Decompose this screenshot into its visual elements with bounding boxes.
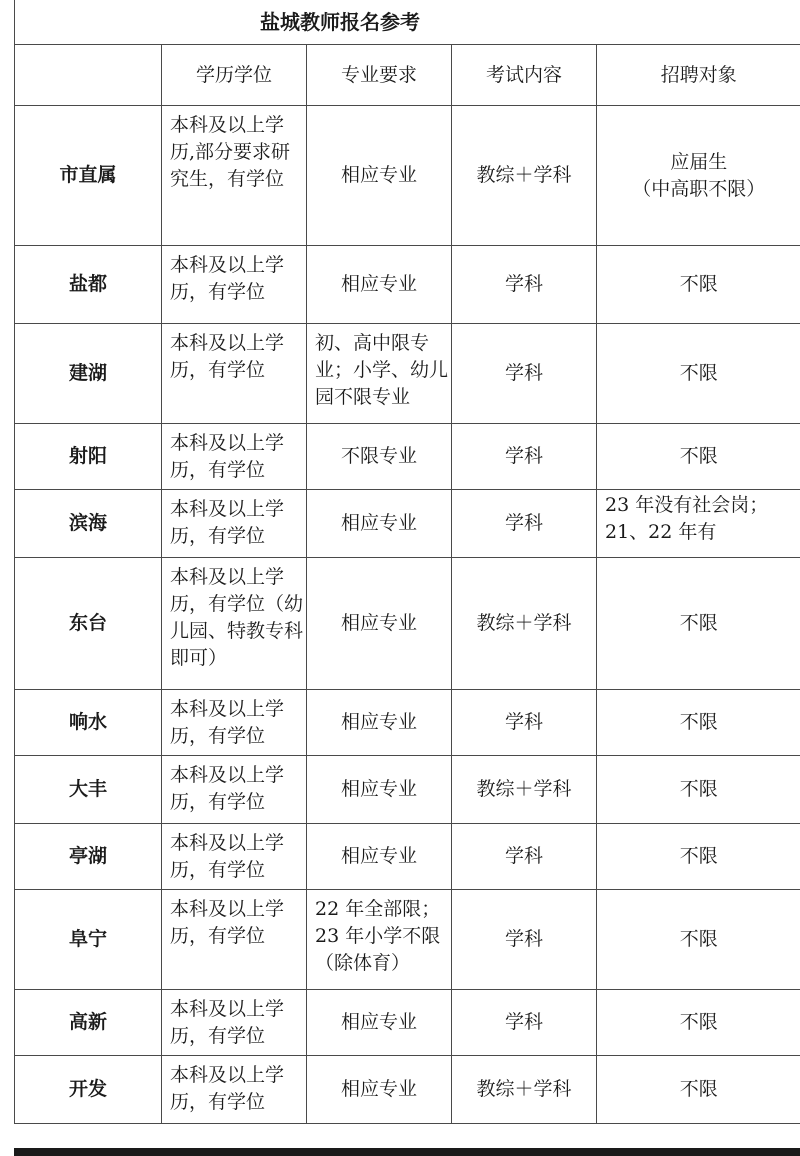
major-cell bbox=[307, 690, 452, 756]
education-line: 本科及以上学 bbox=[170, 1064, 285, 1086]
education-line: 本科及以上学 bbox=[170, 254, 285, 276]
major-cell bbox=[307, 824, 452, 890]
table-row bbox=[15, 990, 800, 1056]
target-line: 不限 bbox=[679, 362, 718, 384]
major-line: 业；小学、幼儿 bbox=[315, 359, 449, 381]
exam-label: 学科 bbox=[504, 928, 543, 950]
education-line: 历，有学位 bbox=[170, 525, 266, 547]
major-cell bbox=[307, 246, 452, 324]
region-cell bbox=[15, 690, 162, 756]
education-line: 本科及以上学 bbox=[170, 566, 285, 588]
education-line: 本科及以上学 bbox=[170, 332, 285, 354]
major-line: （除体育） bbox=[315, 952, 411, 974]
major-cell bbox=[307, 424, 452, 490]
region-cell bbox=[15, 558, 162, 690]
education-line: 历，有学位（幼 bbox=[170, 593, 304, 615]
region-label: 滨海 bbox=[68, 512, 107, 534]
education-line: 本科及以上学 bbox=[170, 998, 285, 1020]
education-line: 历，有学位 bbox=[170, 791, 266, 813]
exam-cell bbox=[452, 1056, 597, 1124]
exam-label: 教综＋学科 bbox=[476, 1078, 572, 1100]
exam-label: 教综＋学科 bbox=[476, 164, 572, 186]
major-cell bbox=[307, 490, 452, 558]
table-row bbox=[15, 1056, 800, 1124]
education-cell bbox=[162, 246, 307, 324]
header-region bbox=[15, 45, 162, 106]
document-sheet bbox=[14, 0, 800, 1156]
table-row bbox=[15, 324, 800, 424]
header-education: 学历学位 bbox=[162, 45, 307, 106]
education-line: 历，有学位 bbox=[170, 359, 266, 381]
education-cell bbox=[162, 490, 307, 558]
education-line: 儿园、特教专科 bbox=[170, 620, 304, 642]
education-cell bbox=[162, 106, 307, 246]
education-cell bbox=[162, 990, 307, 1056]
target-line: （中高职不限） bbox=[632, 177, 766, 200]
table-row bbox=[15, 890, 800, 990]
education-cell bbox=[162, 824, 307, 890]
region-label: 市直属 bbox=[59, 164, 117, 186]
target-line: 不限 bbox=[679, 778, 718, 800]
region-cell bbox=[15, 1056, 162, 1124]
target-line: 不限 bbox=[679, 445, 718, 467]
region-cell bbox=[15, 824, 162, 890]
exam-label: 学科 bbox=[504, 845, 543, 867]
major-line: 相应专业 bbox=[340, 612, 417, 634]
table-row bbox=[15, 756, 800, 824]
education-cell bbox=[162, 1056, 307, 1124]
target-line: 不限 bbox=[679, 1078, 718, 1100]
major-line: 园不限专业 bbox=[315, 386, 411, 408]
major-cell bbox=[307, 890, 452, 990]
region-cell bbox=[15, 106, 162, 246]
education-line: 历，有学位 bbox=[170, 1025, 266, 1047]
major-cell bbox=[307, 1056, 452, 1124]
target-line: 不限 bbox=[679, 273, 718, 295]
recruitment-table bbox=[14, 0, 800, 1124]
exam-cell bbox=[452, 490, 597, 558]
exam-label: 教综＋学科 bbox=[476, 778, 572, 800]
table-row bbox=[15, 424, 800, 490]
education-line: 历，有学位 bbox=[170, 1091, 266, 1113]
target-cell bbox=[597, 324, 800, 424]
exam-label: 学科 bbox=[504, 362, 543, 384]
region-label: 射阳 bbox=[68, 445, 107, 467]
region-cell bbox=[15, 424, 162, 490]
exam-cell bbox=[452, 246, 597, 324]
table-row bbox=[15, 690, 800, 756]
major-line: 相应专业 bbox=[340, 1011, 417, 1033]
region-label: 阜宁 bbox=[68, 928, 107, 950]
region-label: 开发 bbox=[68, 1078, 107, 1100]
education-line: 本科及以上学 bbox=[170, 898, 285, 920]
region-label: 亭湖 bbox=[68, 845, 107, 867]
region-cell bbox=[15, 890, 162, 990]
exam-cell bbox=[452, 890, 597, 990]
education-line: 历，有学位 bbox=[170, 459, 266, 481]
table-title: 盐城教师报名参考 bbox=[15, 0, 800, 45]
table-body bbox=[15, 106, 800, 1124]
exam-cell bbox=[452, 324, 597, 424]
exam-cell bbox=[452, 990, 597, 1056]
major-line: 相应专业 bbox=[340, 164, 417, 186]
target-line: 不限 bbox=[679, 711, 718, 733]
education-line: 历，有学位 bbox=[170, 725, 266, 747]
exam-cell bbox=[452, 558, 597, 690]
education-line: 历，有学位 bbox=[170, 859, 266, 881]
education-cell bbox=[162, 424, 307, 490]
region-label: 响水 bbox=[68, 711, 107, 733]
education-line: 历，有学位 bbox=[170, 925, 266, 947]
target-cell bbox=[597, 690, 800, 756]
target-line: 不限 bbox=[679, 1011, 718, 1033]
major-line: 初、高中限专 bbox=[315, 332, 430, 354]
target-cell bbox=[597, 424, 800, 490]
table-row bbox=[15, 106, 800, 246]
major-cell bbox=[307, 756, 452, 824]
table-row bbox=[15, 558, 800, 690]
target-cell bbox=[597, 246, 800, 324]
education-line: 本科及以上学 bbox=[170, 114, 285, 136]
header-target: 招聘对象 bbox=[597, 45, 800, 106]
exam-label: 教综＋学科 bbox=[476, 612, 572, 634]
major-cell bbox=[307, 558, 452, 690]
major-line: 22 年全部限； bbox=[315, 898, 441, 920]
target-cell bbox=[597, 558, 800, 690]
major-line: 相应专业 bbox=[340, 711, 417, 733]
education-line: 本科及以上学 bbox=[170, 764, 285, 786]
region-label: 建湖 bbox=[68, 362, 107, 384]
region-cell bbox=[15, 756, 162, 824]
table-row bbox=[15, 824, 800, 890]
target-cell bbox=[597, 990, 800, 1056]
education-cell bbox=[162, 890, 307, 990]
major-cell bbox=[307, 106, 452, 246]
education-line: 究生，有学位 bbox=[170, 168, 285, 190]
target-cell bbox=[597, 824, 800, 890]
target-cell bbox=[597, 490, 800, 558]
exam-cell bbox=[452, 424, 597, 490]
education-cell bbox=[162, 558, 307, 690]
exam-cell bbox=[452, 690, 597, 756]
education-line: 历,部分要求研 bbox=[170, 141, 291, 163]
education-line: 本科及以上学 bbox=[170, 698, 285, 720]
major-line: 相应专业 bbox=[340, 845, 417, 867]
target-line: 21、22 年有 bbox=[605, 521, 717, 543]
education-cell bbox=[162, 690, 307, 756]
target-line: 不限 bbox=[679, 928, 718, 950]
target-line: 应届生 bbox=[670, 150, 728, 173]
table-row bbox=[15, 246, 800, 324]
region-label: 高新 bbox=[68, 1011, 107, 1033]
bottom-border bbox=[14, 1148, 800, 1156]
target-line: 23 年没有社会岗； bbox=[605, 494, 769, 516]
education-line: 历，有学位 bbox=[170, 281, 266, 303]
exam-label: 学科 bbox=[504, 445, 543, 467]
target-line: 不限 bbox=[679, 612, 718, 634]
region-cell bbox=[15, 324, 162, 424]
major-line: 不限专业 bbox=[340, 445, 417, 467]
region-label: 东台 bbox=[68, 612, 107, 634]
header-row bbox=[15, 45, 800, 106]
exam-cell bbox=[452, 756, 597, 824]
education-line: 即可） bbox=[170, 647, 228, 669]
region-cell bbox=[15, 490, 162, 558]
major-cell bbox=[307, 324, 452, 424]
major-line: 相应专业 bbox=[340, 512, 417, 534]
education-line: 本科及以上学 bbox=[170, 832, 285, 854]
exam-label: 学科 bbox=[504, 711, 543, 733]
region-label: 盐都 bbox=[68, 273, 107, 295]
exam-cell bbox=[452, 824, 597, 890]
header-major: 专业要求 bbox=[307, 45, 452, 106]
education-cell bbox=[162, 756, 307, 824]
major-line: 23 年小学不限 bbox=[315, 925, 441, 947]
education-line: 本科及以上学 bbox=[170, 498, 285, 520]
exam-label: 学科 bbox=[504, 1011, 543, 1033]
major-line: 相应专业 bbox=[340, 273, 417, 295]
target-cell bbox=[597, 756, 800, 824]
region-cell bbox=[15, 246, 162, 324]
target-line: 不限 bbox=[679, 845, 718, 867]
target-cell bbox=[597, 106, 800, 246]
exam-cell bbox=[452, 106, 597, 246]
header-exam: 考试内容 bbox=[452, 45, 597, 106]
target-cell bbox=[597, 1056, 800, 1124]
education-line: 本科及以上学 bbox=[170, 432, 285, 454]
region-label: 大丰 bbox=[68, 778, 107, 800]
region-cell bbox=[15, 990, 162, 1056]
table-row bbox=[15, 490, 800, 558]
title-row bbox=[15, 0, 800, 45]
target-cell bbox=[597, 890, 800, 990]
major-line: 相应专业 bbox=[340, 1078, 417, 1100]
major-cell bbox=[307, 990, 452, 1056]
education-cell bbox=[162, 324, 307, 424]
exam-label: 学科 bbox=[504, 273, 543, 295]
exam-label: 学科 bbox=[504, 512, 543, 534]
major-line: 相应专业 bbox=[340, 778, 417, 800]
